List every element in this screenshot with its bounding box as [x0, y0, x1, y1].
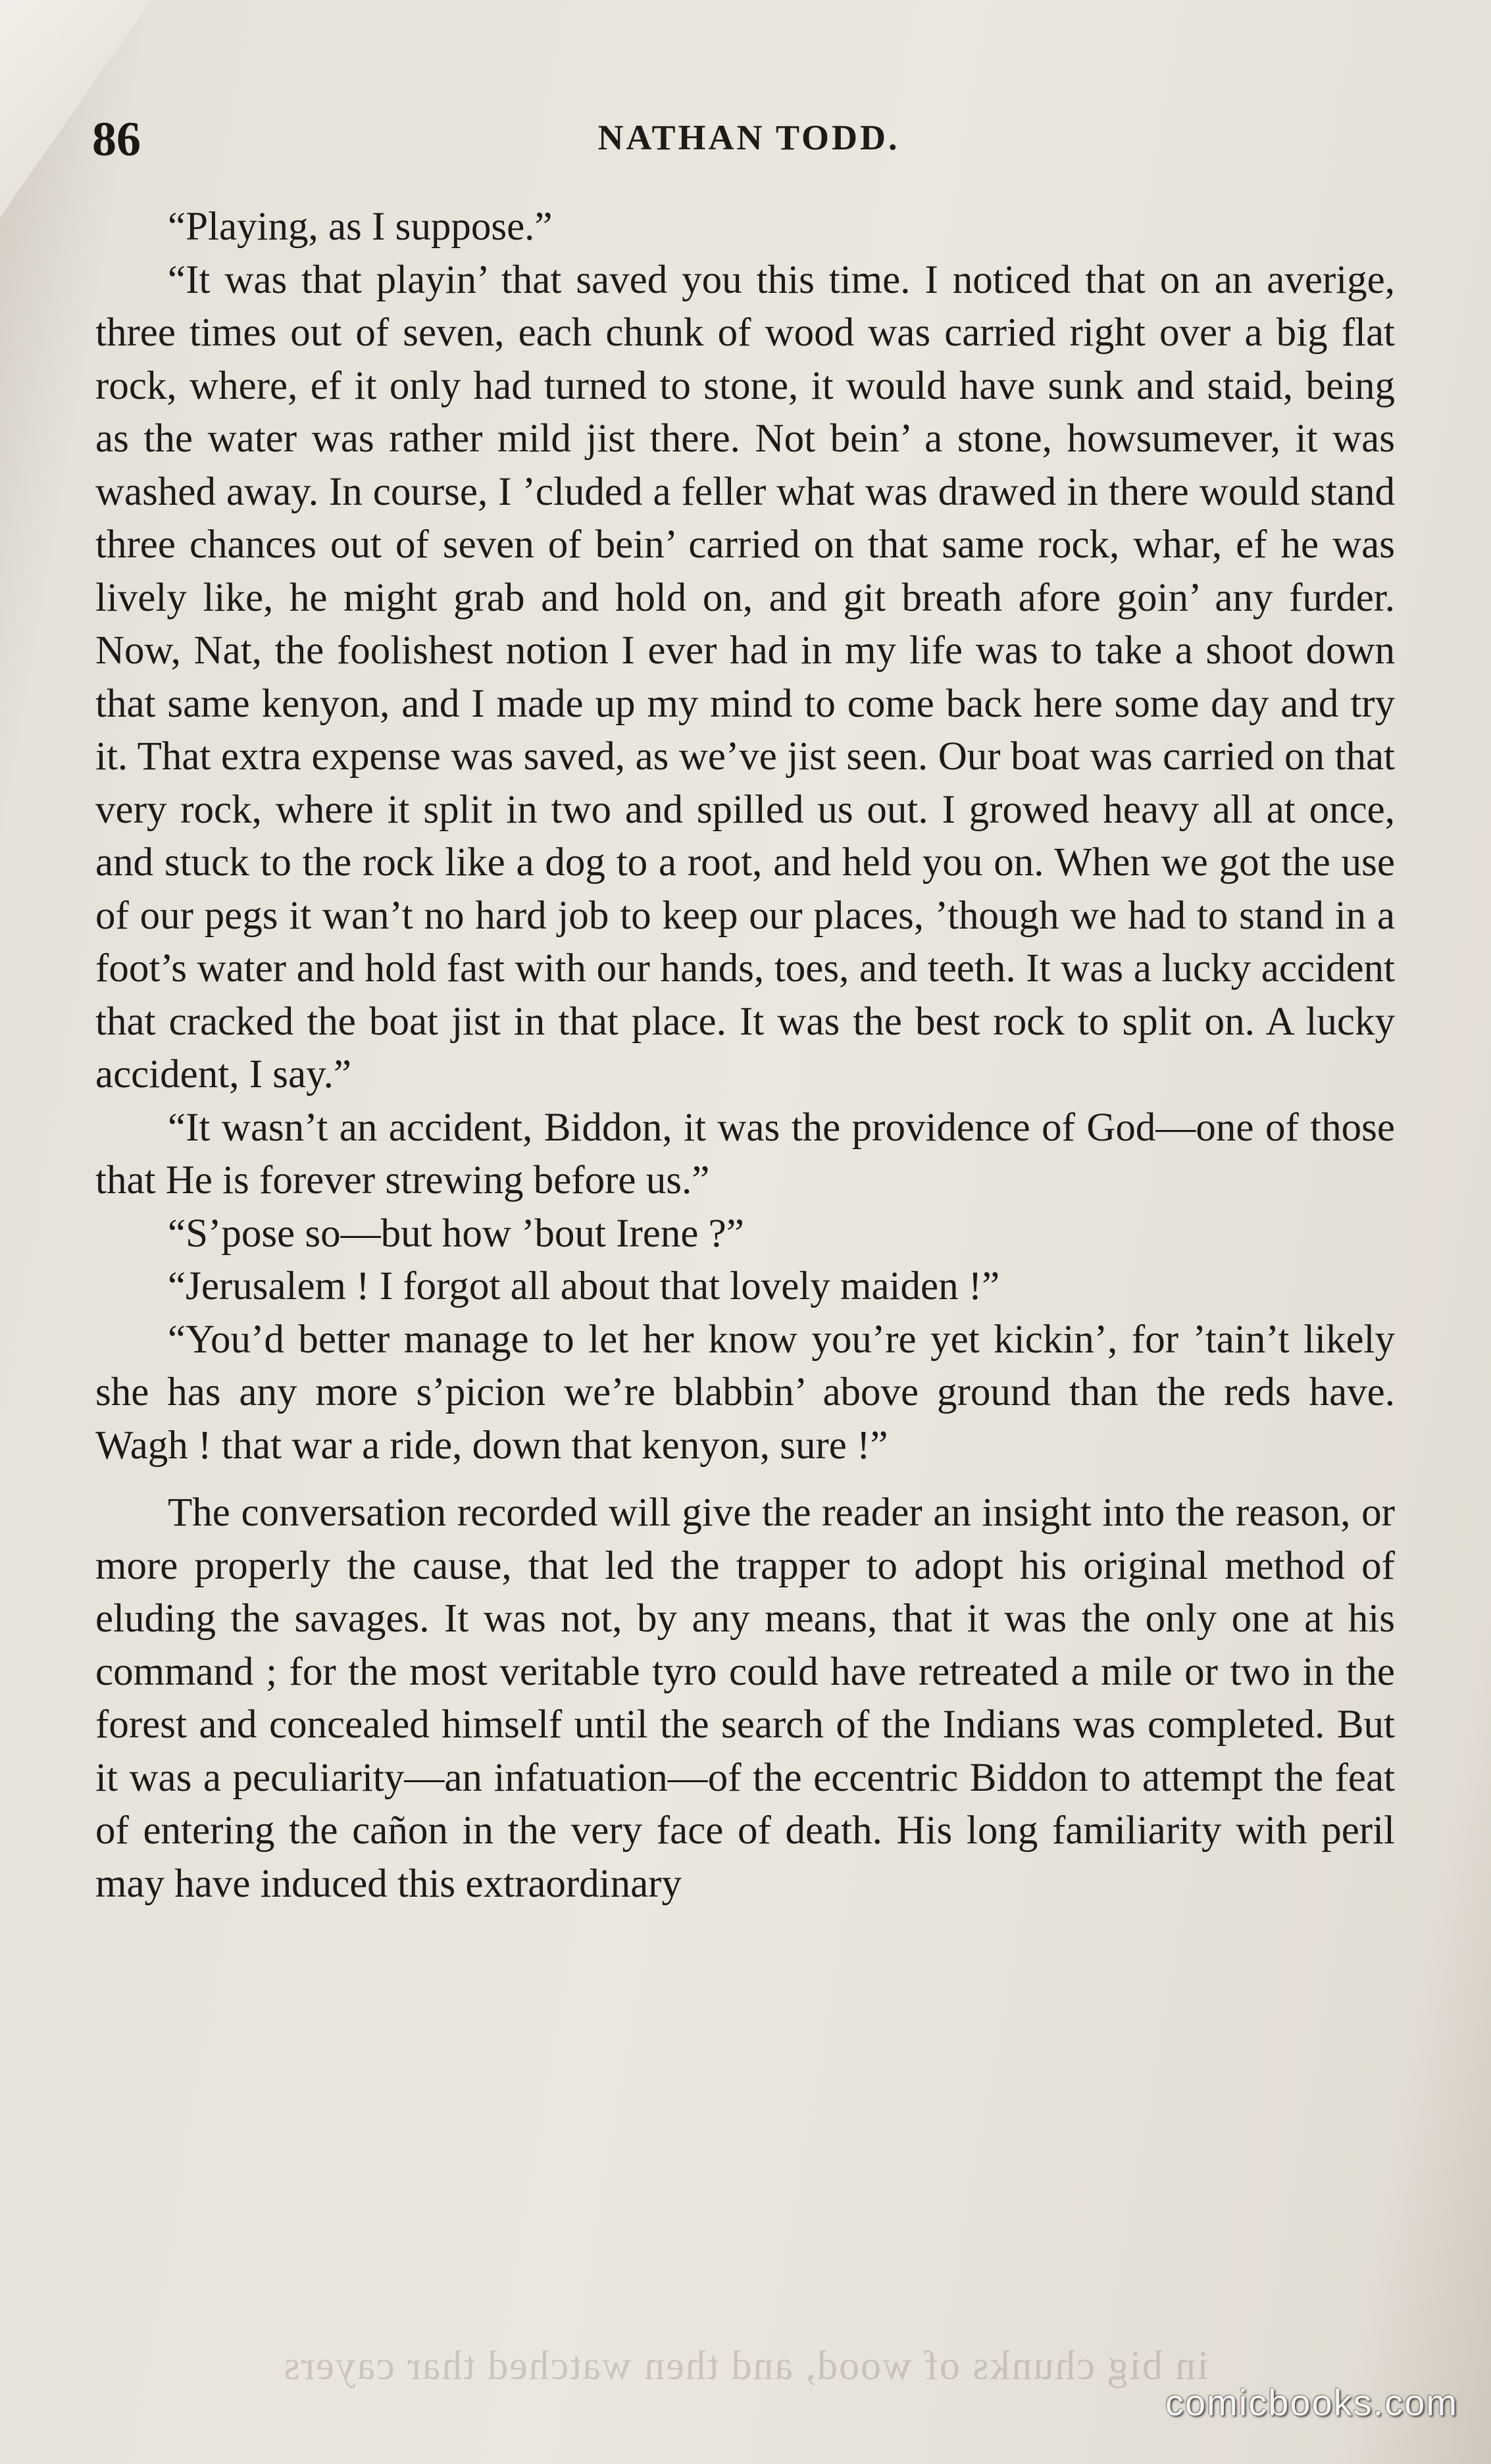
body-text	[95, 201, 1395, 1911]
watermark: comicbooks.com	[1165, 2382, 1458, 2423]
folded-corner	[0, 0, 151, 217]
running-title: NATHAN TODD.	[597, 118, 900, 157]
page-header	[92, 112, 1405, 171]
bleed-through-text: in big chunks of wood, and then watched thar cayers	[282, 2344, 1209, 2388]
paragraph: “Playing, as I suppose.”	[168, 205, 553, 249]
page-number: 86	[92, 113, 141, 167]
paragraph: “It was that playin’ that saved you this time. I noticed that on an averige, three times out of seven, each chunk of wood was carried right over a big flat rock, where, ef it only had turned to stone, it would have sunk and staid, being as the water was rather mild jist there. Not bein’ a stone, howsumever, it was washed away. In course, I ’cluded a feller what was drawed in there would stand three chances out of seven of bein’ carried on that same rock, whar, ef he was lively like, he might grab and hold on, and git breath afore goin’ any furder. Now, Nat, the foolishest notion I ever had in my life was to take a shoot down that same kenyon, and I made up my mind to come back here some day and try it. That extra expense was saved, as we’ve jist seen. Our boat was carried on that very rock, where it split in two and spilled us out. I growed heavy all at once, and stuck to the rock like a dog to a root, and held you on. When we got the use of our pegs it wan’t no hard job to keep our places, ’though we had to stand in a foot’s water and hold fast with our hands, toes, and teeth. It was a lucky accident that cracked the boat jist in that place. It was the best rock to split on. A lucky accident, I say.”	[95, 257, 1395, 1096]
paragraph: “You’d better manage to let her know you’re yet kickin’, for ’tain’t likely she has any more s’picion we’re blabbin’ above ground than the reds have. Wagh ! that war a ride, down that kenyon, sure !”	[95, 1317, 1395, 1468]
paragraph: “S’pose so—but how ’bout Irene ?”	[168, 1211, 744, 1256]
paragraph: “It wasn’t an accident, Biddon, it was the providence of God—one of those that He is forever strewing before us.”	[95, 1105, 1395, 1202]
paragraph: The conversation recorded will give the reader an insight into the reason, or more properly the cause, that led the trapper to adopt his original method of eluding the savages. It was not, by any means, that it was the only one at his command ; for the most veritable tyro could have retreated a mile or two in the forest and concealed himself until the search of the Indians was completed. But it was a peculiarity—an infatuation—of the eccentric Biddon to attempt the feat of entering the cañon in the very face of death. His long familiarity with peril may have induced this extraordinary	[95, 1491, 1395, 1906]
paragraph: “Jerusalem ! I forgot all about that lovely maiden !”	[168, 1264, 1000, 1308]
